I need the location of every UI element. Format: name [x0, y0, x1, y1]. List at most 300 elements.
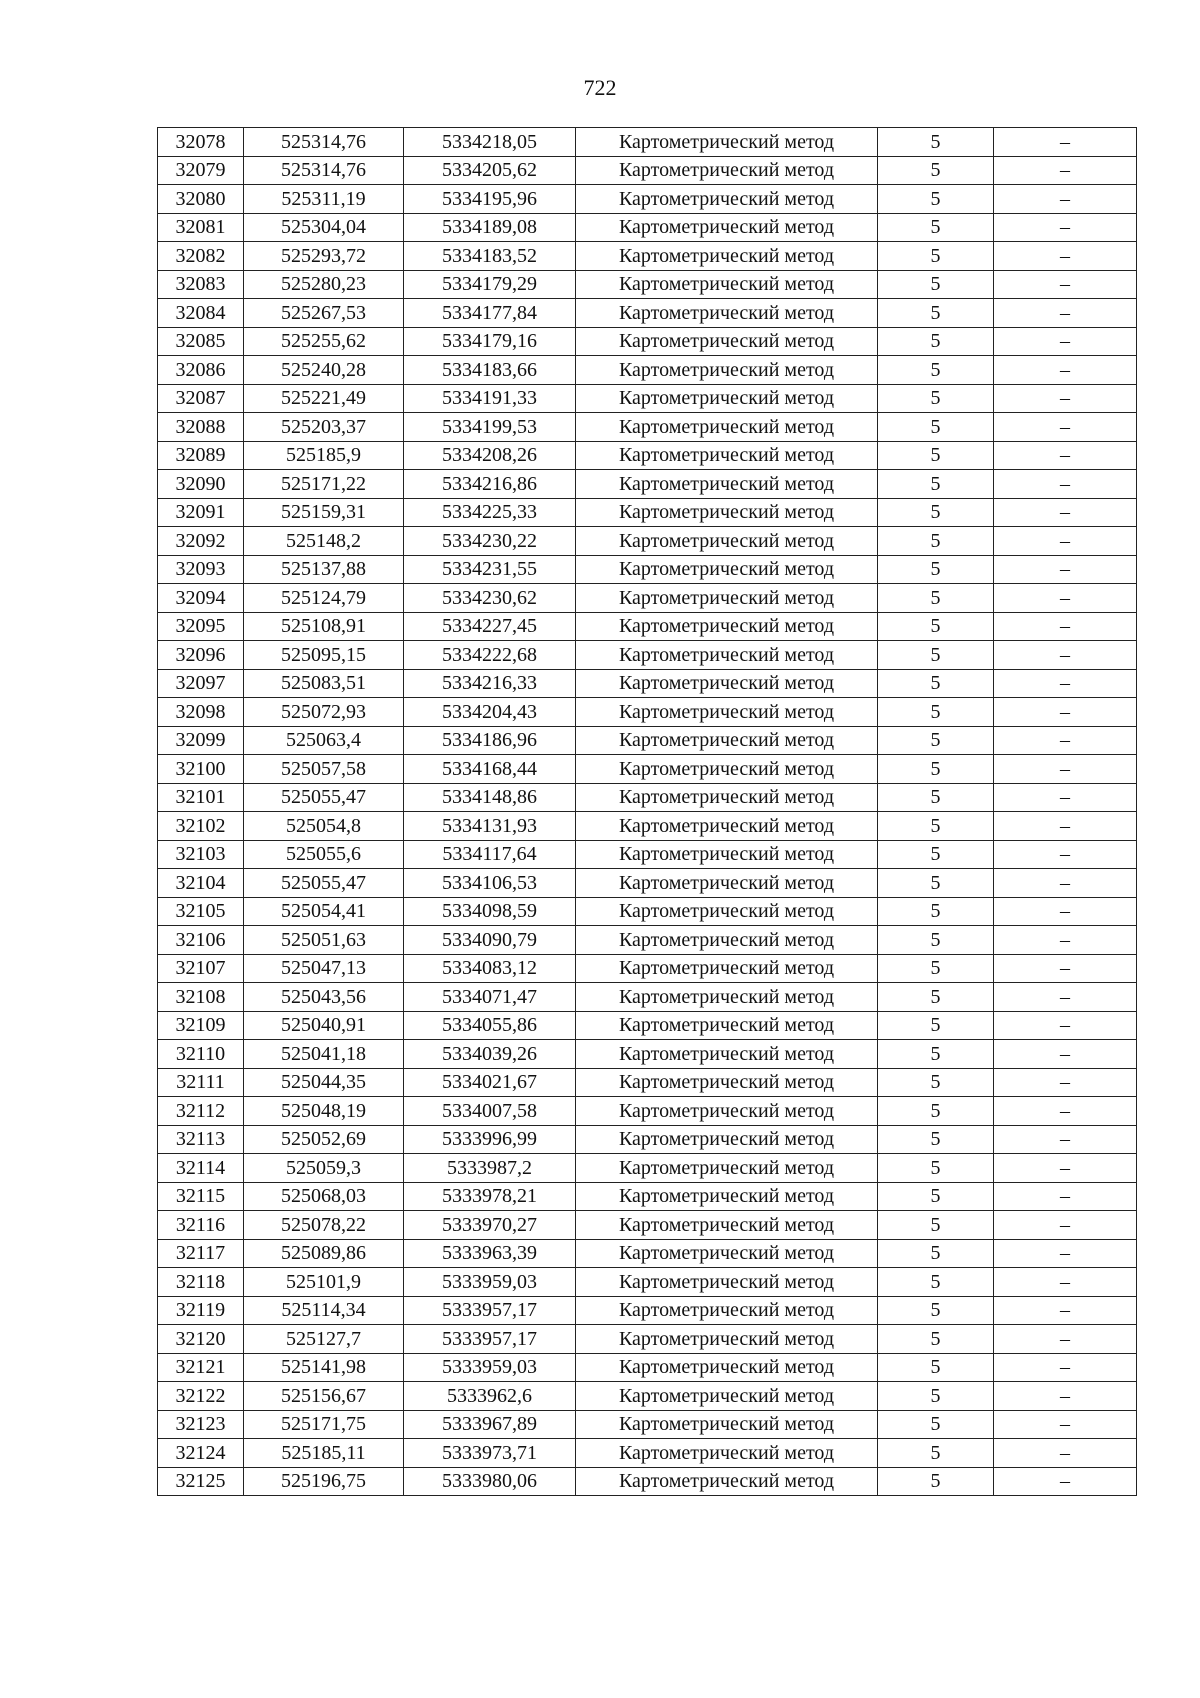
x-coordinate-cell: 525185,9 [244, 441, 404, 470]
method-cell: Картометрический метод [576, 1268, 878, 1297]
y-coordinate-cell: 5334168,44 [404, 755, 576, 784]
method-cell: Картометрический метод [576, 270, 878, 299]
point-number-cell: 32115 [158, 1182, 244, 1211]
method-cell: Картометрический метод [576, 954, 878, 983]
accuracy-cell: 5 [878, 641, 994, 670]
x-coordinate-cell: 525068,03 [244, 1182, 404, 1211]
note-cell: – [994, 498, 1137, 527]
coordinates-table [157, 127, 1137, 1496]
note-cell: – [994, 1296, 1137, 1325]
table-row [158, 669, 1137, 698]
method-cell: Картометрический метод [576, 1467, 878, 1496]
note-cell: – [994, 555, 1137, 584]
table-row [158, 185, 1137, 214]
method-cell: Картометрический метод [576, 128, 878, 157]
point-number-cell: 32101 [158, 783, 244, 812]
point-number-cell: 32093 [158, 555, 244, 584]
accuracy-cell: 5 [878, 1439, 994, 1468]
method-cell: Картометрический метод [576, 384, 878, 413]
note-cell: – [994, 156, 1137, 185]
table-row [158, 270, 1137, 299]
method-cell: Картометрический метод [576, 812, 878, 841]
x-coordinate-cell: 525203,37 [244, 413, 404, 442]
note-cell: – [994, 1040, 1137, 1069]
y-coordinate-cell: 5333962,6 [404, 1382, 576, 1411]
y-coordinate-cell: 5333957,17 [404, 1296, 576, 1325]
method-cell: Картометрический метод [576, 299, 878, 328]
table-row [158, 1125, 1137, 1154]
accuracy-cell: 5 [878, 1097, 994, 1126]
method-cell: Картометрический метод [576, 1154, 878, 1183]
accuracy-cell: 5 [878, 1410, 994, 1439]
x-coordinate-cell: 525041,18 [244, 1040, 404, 1069]
point-number-cell: 32106 [158, 926, 244, 955]
point-number-cell: 32085 [158, 327, 244, 356]
point-number-cell: 32124 [158, 1439, 244, 1468]
y-coordinate-cell: 5333957,17 [404, 1325, 576, 1354]
table-row [158, 641, 1137, 670]
note-cell: – [994, 1182, 1137, 1211]
x-coordinate-cell: 525314,76 [244, 128, 404, 157]
method-cell: Картометрический метод [576, 698, 878, 727]
method-cell: Картометрический метод [576, 612, 878, 641]
y-coordinate-cell: 5333959,03 [404, 1353, 576, 1382]
table-row [158, 1410, 1137, 1439]
point-number-cell: 32125 [158, 1467, 244, 1496]
table-row [158, 1353, 1137, 1382]
point-number-cell: 32100 [158, 755, 244, 784]
method-cell: Картометрический метод [576, 669, 878, 698]
y-coordinate-cell: 5334195,96 [404, 185, 576, 214]
x-coordinate-cell: 525304,04 [244, 213, 404, 242]
table-row [158, 156, 1137, 185]
table-row [158, 783, 1137, 812]
table-row [158, 584, 1137, 613]
accuracy-cell: 5 [878, 812, 994, 841]
y-coordinate-cell: 5334090,79 [404, 926, 576, 955]
y-coordinate-cell: 5334222,68 [404, 641, 576, 670]
y-coordinate-cell: 5334083,12 [404, 954, 576, 983]
note-cell: – [994, 270, 1137, 299]
method-cell: Картометрический метод [576, 1382, 878, 1411]
accuracy-cell: 5 [878, 726, 994, 755]
note-cell: – [994, 1239, 1137, 1268]
point-number-cell: 32095 [158, 612, 244, 641]
accuracy-cell: 5 [878, 185, 994, 214]
y-coordinate-cell: 5334186,96 [404, 726, 576, 755]
x-coordinate-cell: 525055,47 [244, 869, 404, 898]
x-coordinate-cell: 525127,7 [244, 1325, 404, 1354]
point-number-cell: 32111 [158, 1068, 244, 1097]
accuracy-cell: 5 [878, 128, 994, 157]
note-cell: – [994, 1439, 1137, 1468]
note-cell: – [994, 897, 1137, 926]
method-cell: Картометрический метод [576, 1325, 878, 1354]
table-row [158, 1382, 1137, 1411]
point-number-cell: 32113 [158, 1125, 244, 1154]
accuracy-cell: 5 [878, 527, 994, 556]
x-coordinate-cell: 525124,79 [244, 584, 404, 613]
point-number-cell: 32107 [158, 954, 244, 983]
method-cell: Картометрический метод [576, 413, 878, 442]
method-cell: Картометрический метод [576, 498, 878, 527]
table-row [158, 384, 1137, 413]
y-coordinate-cell: 5334227,45 [404, 612, 576, 641]
note-cell: – [994, 869, 1137, 898]
accuracy-cell: 5 [878, 1268, 994, 1297]
note-cell: – [994, 612, 1137, 641]
page-number: 722 [583, 75, 617, 100]
point-number-cell: 32094 [158, 584, 244, 613]
y-coordinate-cell: 5334191,33 [404, 384, 576, 413]
y-coordinate-cell: 5333973,71 [404, 1439, 576, 1468]
note-cell: – [994, 1125, 1137, 1154]
y-coordinate-cell: 5333959,03 [404, 1268, 576, 1297]
point-number-cell: 32099 [158, 726, 244, 755]
table-row [158, 498, 1137, 527]
x-coordinate-cell: 525040,91 [244, 1011, 404, 1040]
y-coordinate-cell: 5334148,86 [404, 783, 576, 812]
note-cell: – [994, 641, 1137, 670]
point-number-cell: 32120 [158, 1325, 244, 1354]
table-row [158, 869, 1137, 898]
point-number-cell: 32109 [158, 1011, 244, 1040]
note-cell: – [994, 1154, 1137, 1183]
accuracy-cell: 5 [878, 327, 994, 356]
accuracy-cell: 5 [878, 612, 994, 641]
x-coordinate-cell: 525255,62 [244, 327, 404, 356]
method-cell: Картометрический метод [576, 356, 878, 385]
accuracy-cell: 5 [878, 783, 994, 812]
y-coordinate-cell: 5334216,86 [404, 470, 576, 499]
table-row [158, 926, 1137, 955]
method-cell: Картометрический метод [576, 1182, 878, 1211]
x-coordinate-cell: 525240,28 [244, 356, 404, 385]
x-coordinate-cell: 525171,75 [244, 1410, 404, 1439]
x-coordinate-cell: 525141,98 [244, 1353, 404, 1382]
method-cell: Картометрический метод [576, 1040, 878, 1069]
note-cell: – [994, 213, 1137, 242]
method-cell: Картометрический метод [576, 327, 878, 356]
table-row [158, 527, 1137, 556]
note-cell: – [994, 755, 1137, 784]
x-coordinate-cell: 525280,23 [244, 270, 404, 299]
accuracy-cell: 5 [878, 470, 994, 499]
point-number-cell: 32098 [158, 698, 244, 727]
x-coordinate-cell: 525078,22 [244, 1211, 404, 1240]
x-coordinate-cell: 525043,56 [244, 983, 404, 1012]
table-row [158, 840, 1137, 869]
method-cell: Картометрический метод [576, 242, 878, 271]
table-row [158, 954, 1137, 983]
table-row [158, 470, 1137, 499]
accuracy-cell: 5 [878, 840, 994, 869]
method-cell: Картометрический метод [576, 840, 878, 869]
x-coordinate-cell: 525083,51 [244, 669, 404, 698]
x-coordinate-cell: 525059,3 [244, 1154, 404, 1183]
y-coordinate-cell: 5334039,26 [404, 1040, 576, 1069]
point-number-cell: 32119 [158, 1296, 244, 1325]
method-cell: Картометрический метод [576, 983, 878, 1012]
accuracy-cell: 5 [878, 983, 994, 1012]
accuracy-cell: 5 [878, 1382, 994, 1411]
y-coordinate-cell: 5334131,93 [404, 812, 576, 841]
point-number-cell: 32087 [158, 384, 244, 413]
method-cell: Картометрический метод [576, 783, 878, 812]
x-coordinate-cell: 525108,91 [244, 612, 404, 641]
x-coordinate-cell: 525044,35 [244, 1068, 404, 1097]
point-number-cell: 32122 [158, 1382, 244, 1411]
accuracy-cell: 5 [878, 1068, 994, 1097]
x-coordinate-cell: 525054,8 [244, 812, 404, 841]
table-row [158, 242, 1137, 271]
point-number-cell: 32089 [158, 441, 244, 470]
note-cell: – [994, 983, 1137, 1012]
point-number-cell: 32092 [158, 527, 244, 556]
x-coordinate-cell: 525314,76 [244, 156, 404, 185]
point-number-cell: 32081 [158, 213, 244, 242]
accuracy-cell: 5 [878, 498, 994, 527]
method-cell: Картометрический метод [576, 1097, 878, 1126]
note-cell: – [994, 356, 1137, 385]
method-cell: Картометрический метод [576, 1353, 878, 1382]
note-cell: – [994, 1268, 1137, 1297]
point-number-cell: 32102 [158, 812, 244, 841]
y-coordinate-cell: 5334179,16 [404, 327, 576, 356]
accuracy-cell: 5 [878, 897, 994, 926]
x-coordinate-cell: 525048,19 [244, 1097, 404, 1126]
method-cell: Картометрический метод [576, 470, 878, 499]
note-cell: – [994, 185, 1137, 214]
table-row [158, 755, 1137, 784]
table-row [158, 983, 1137, 1012]
accuracy-cell: 5 [878, 1125, 994, 1154]
note-cell: – [994, 441, 1137, 470]
y-coordinate-cell: 5334098,59 [404, 897, 576, 926]
point-number-cell: 32083 [158, 270, 244, 299]
table-row [158, 213, 1137, 242]
accuracy-cell: 5 [878, 1467, 994, 1496]
note-cell: – [994, 926, 1137, 955]
table-row [158, 327, 1137, 356]
note-cell: – [994, 413, 1137, 442]
point-number-cell: 32112 [158, 1097, 244, 1126]
point-number-cell: 32104 [158, 869, 244, 898]
accuracy-cell: 5 [878, 242, 994, 271]
y-coordinate-cell: 5333967,89 [404, 1410, 576, 1439]
y-coordinate-cell: 5334183,66 [404, 356, 576, 385]
point-number-cell: 32097 [158, 669, 244, 698]
method-cell: Картометрический метод [576, 1410, 878, 1439]
table-row [158, 1040, 1137, 1069]
y-coordinate-cell: 5334199,53 [404, 413, 576, 442]
y-coordinate-cell: 5334177,84 [404, 299, 576, 328]
x-coordinate-cell: 525293,72 [244, 242, 404, 271]
point-number-cell: 32079 [158, 156, 244, 185]
table-row [158, 1325, 1137, 1354]
accuracy-cell: 5 [878, 1211, 994, 1240]
method-cell: Картометрический метод [576, 156, 878, 185]
accuracy-cell: 5 [878, 954, 994, 983]
y-coordinate-cell: 5333987,2 [404, 1154, 576, 1183]
y-coordinate-cell: 5333978,21 [404, 1182, 576, 1211]
note-cell: – [994, 327, 1137, 356]
y-coordinate-cell: 5334225,33 [404, 498, 576, 527]
accuracy-cell: 5 [878, 1325, 994, 1354]
note-cell: – [994, 812, 1137, 841]
point-number-cell: 32110 [158, 1040, 244, 1069]
y-coordinate-cell: 5334106,53 [404, 869, 576, 898]
method-cell: Картометрический метод [576, 213, 878, 242]
accuracy-cell: 5 [878, 270, 994, 299]
table-row [158, 812, 1137, 841]
method-cell: Картометрический метод [576, 1011, 878, 1040]
note-cell: – [994, 299, 1137, 328]
accuracy-cell: 5 [878, 413, 994, 442]
table-row [158, 612, 1137, 641]
accuracy-cell: 5 [878, 441, 994, 470]
x-coordinate-cell: 525072,93 [244, 698, 404, 727]
note-cell: – [994, 1011, 1137, 1040]
accuracy-cell: 5 [878, 555, 994, 584]
note-cell: – [994, 1068, 1137, 1097]
x-coordinate-cell: 525159,31 [244, 498, 404, 527]
point-number-cell: 32078 [158, 128, 244, 157]
note-cell: – [994, 128, 1137, 157]
table-row [158, 698, 1137, 727]
method-cell: Картометрический метод [576, 555, 878, 584]
method-cell: Картометрический метод [576, 897, 878, 926]
point-number-cell: 32117 [158, 1239, 244, 1268]
point-number-cell: 32096 [158, 641, 244, 670]
x-coordinate-cell: 525057,58 [244, 755, 404, 784]
point-number-cell: 32114 [158, 1154, 244, 1183]
note-cell: – [994, 698, 1137, 727]
accuracy-cell: 5 [878, 869, 994, 898]
x-coordinate-cell: 525054,41 [244, 897, 404, 926]
y-coordinate-cell: 5333963,39 [404, 1239, 576, 1268]
point-number-cell: 32088 [158, 413, 244, 442]
note-cell: – [994, 783, 1137, 812]
point-number-cell: 32121 [158, 1353, 244, 1382]
y-coordinate-cell: 5334117,64 [404, 840, 576, 869]
accuracy-cell: 5 [878, 926, 994, 955]
note-cell: – [994, 669, 1137, 698]
y-coordinate-cell: 5333970,27 [404, 1211, 576, 1240]
method-cell: Картометрический метод [576, 1068, 878, 1097]
accuracy-cell: 5 [878, 1239, 994, 1268]
method-cell: Картометрический метод [576, 185, 878, 214]
method-cell: Картометрический метод [576, 527, 878, 556]
y-coordinate-cell: 5334208,26 [404, 441, 576, 470]
x-coordinate-cell: 525089,86 [244, 1239, 404, 1268]
y-coordinate-cell: 5334021,67 [404, 1068, 576, 1097]
y-coordinate-cell: 5333980,06 [404, 1467, 576, 1496]
table-row [158, 128, 1137, 157]
y-coordinate-cell: 5334216,33 [404, 669, 576, 698]
y-coordinate-cell: 5334230,22 [404, 527, 576, 556]
note-cell: – [994, 1211, 1137, 1240]
note-cell: – [994, 1353, 1137, 1382]
y-coordinate-cell: 5334231,55 [404, 555, 576, 584]
x-coordinate-cell: 525095,15 [244, 641, 404, 670]
method-cell: Картометрический метод [576, 1125, 878, 1154]
x-coordinate-cell: 525171,22 [244, 470, 404, 499]
x-coordinate-cell: 525311,19 [244, 185, 404, 214]
point-number-cell: 32116 [158, 1211, 244, 1240]
point-number-cell: 32080 [158, 185, 244, 214]
accuracy-cell: 5 [878, 156, 994, 185]
y-coordinate-cell: 5334007,58 [404, 1097, 576, 1126]
note-cell: – [994, 384, 1137, 413]
point-number-cell: 32082 [158, 242, 244, 271]
table-row [158, 356, 1137, 385]
x-coordinate-cell: 525137,88 [244, 555, 404, 584]
note-cell: – [994, 1410, 1137, 1439]
accuracy-cell: 5 [878, 1296, 994, 1325]
y-coordinate-cell: 5334218,05 [404, 128, 576, 157]
accuracy-cell: 5 [878, 755, 994, 784]
table-row [158, 1211, 1137, 1240]
x-coordinate-cell: 525114,34 [244, 1296, 404, 1325]
x-coordinate-cell: 525051,63 [244, 926, 404, 955]
point-number-cell: 32123 [158, 1410, 244, 1439]
table-row [158, 1467, 1137, 1496]
point-number-cell: 32084 [158, 299, 244, 328]
accuracy-cell: 5 [878, 669, 994, 698]
table-row [158, 1097, 1137, 1126]
point-number-cell: 32086 [158, 356, 244, 385]
x-coordinate-cell: 525052,69 [244, 1125, 404, 1154]
accuracy-cell: 5 [878, 1011, 994, 1040]
y-coordinate-cell: 5334205,62 [404, 156, 576, 185]
method-cell: Картометрический метод [576, 584, 878, 613]
point-number-cell: 32118 [158, 1268, 244, 1297]
method-cell: Картометрический метод [576, 926, 878, 955]
method-cell: Картометрический метод [576, 441, 878, 470]
table-row [158, 897, 1137, 926]
x-coordinate-cell: 525185,11 [244, 1439, 404, 1468]
table-row [158, 413, 1137, 442]
note-cell: – [994, 527, 1137, 556]
note-cell: – [994, 840, 1137, 869]
method-cell: Картометрический метод [576, 1439, 878, 1468]
point-number-cell: 32090 [158, 470, 244, 499]
x-coordinate-cell: 525221,49 [244, 384, 404, 413]
table-row [158, 555, 1137, 584]
y-coordinate-cell: 5333996,99 [404, 1125, 576, 1154]
y-coordinate-cell: 5334204,43 [404, 698, 576, 727]
note-cell: – [994, 1382, 1137, 1411]
point-number-cell: 32108 [158, 983, 244, 1012]
point-number-cell: 32105 [158, 897, 244, 926]
table-row [158, 1296, 1137, 1325]
accuracy-cell: 5 [878, 384, 994, 413]
table-row [158, 1068, 1137, 1097]
table-row [158, 1154, 1137, 1183]
x-coordinate-cell: 525055,47 [244, 783, 404, 812]
note-cell: – [994, 954, 1137, 983]
accuracy-cell: 5 [878, 299, 994, 328]
method-cell: Картометрический метод [576, 869, 878, 898]
method-cell: Картометрический метод [576, 755, 878, 784]
method-cell: Картометрический метод [576, 726, 878, 755]
y-coordinate-cell: 5334183,52 [404, 242, 576, 271]
x-coordinate-cell: 525148,2 [244, 527, 404, 556]
accuracy-cell: 5 [878, 698, 994, 727]
table-row [158, 1239, 1137, 1268]
method-cell: Картометрический метод [576, 1296, 878, 1325]
